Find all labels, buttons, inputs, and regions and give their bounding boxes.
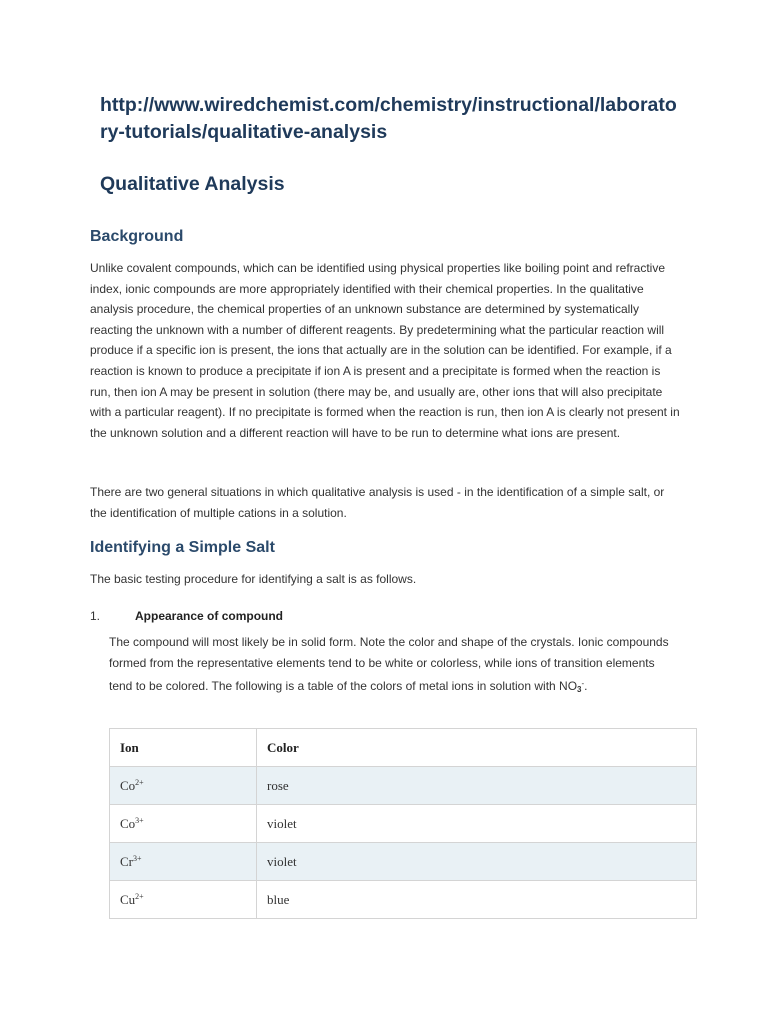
table-cell-color: violet <box>257 843 697 881</box>
list-item-body-text: The compound will most likely be in solid form. Note the color and shape of the crystals. Ionic compounds formed from the representative elements tend to be white or colorless, while ions of transition elements tend to be colored. The following is a table of the colors of metal ions in solution with NO <box>109 635 669 693</box>
table-header-ion: Ion <box>110 729 257 767</box>
table-row <box>110 843 697 881</box>
table-row <box>110 881 697 919</box>
simple-salt-heading: Identifying a Simple Salt <box>90 539 275 556</box>
ion-charge: 3+ <box>135 815 144 825</box>
table-cell-ion <box>110 805 257 843</box>
ion-symbol: Cr <box>120 853 133 869</box>
formula-superscript: - <box>581 678 585 688</box>
ion-charge: 2+ <box>135 777 144 787</box>
simple-salt-intro: The basic testing procedure for identifying a salt is as follows. <box>90 572 417 586</box>
table-cell-color: rose <box>257 767 697 805</box>
list-item-number: 1. <box>90 609 101 623</box>
table-cell-color: blue <box>257 881 697 919</box>
page-title: Qualitative Analysis <box>100 173 285 195</box>
list-item-title: Appearance of compound <box>135 609 284 623</box>
background-heading: Background <box>90 228 184 245</box>
ion-color-table <box>109 728 697 919</box>
ion-symbol: Cu <box>120 891 136 907</box>
ion-charge: 3+ <box>133 853 142 863</box>
table-cell-ion <box>110 881 257 919</box>
table-header-row <box>110 729 697 767</box>
table-cell-ion <box>110 767 257 805</box>
url-title: http://www.wiredchemist.com/chemistry/instructional/laboratory-tutorials/qualitative-analysis <box>100 94 677 143</box>
table-header-color: Color <box>257 729 697 767</box>
formula-subscript: 3 <box>577 684 582 694</box>
background-paragraph-1: Unlike covalent compounds, which can be identified using physical properties like boiling point and refractive index, ionic compounds are more appropriately identified with their chemical properties. In the qualitative analysis procedure, the chemical properties of an unknown substance are determined by systematically reacting the unknown with a number of different reagents. By predetermining what the particular reaction will produce if a specific ion is present, the ions that actually are in the solution can be identified. For example, if a reaction is known to produce a precipitate if ion A is present and a precipitate is formed when the reaction is run, then ion A may be present in solution (there may be, and usually are, other ions that will also precipitate with a particular reagent). If no precipitate is formed when the reaction is run, then ion A is clearly not present in the unknown solution and a different reaction will have to be run to determine what ions are present. <box>90 261 680 440</box>
list-item-body-end: . <box>584 678 588 693</box>
table-row <box>110 767 697 805</box>
ion-charge: 2+ <box>135 891 144 901</box>
background-paragraph-2: There are two general situations in which qualitative analysis is used - in the identification of a simple salt, or the identification of multiple cations in a solution. <box>90 485 665 520</box>
list-item-body <box>109 632 679 700</box>
table-cell-ion <box>110 843 257 881</box>
table-row <box>110 805 697 843</box>
ion-symbol: Co <box>120 815 136 831</box>
ion-symbol: Co <box>120 777 136 793</box>
table-cell-color: violet <box>257 805 697 843</box>
